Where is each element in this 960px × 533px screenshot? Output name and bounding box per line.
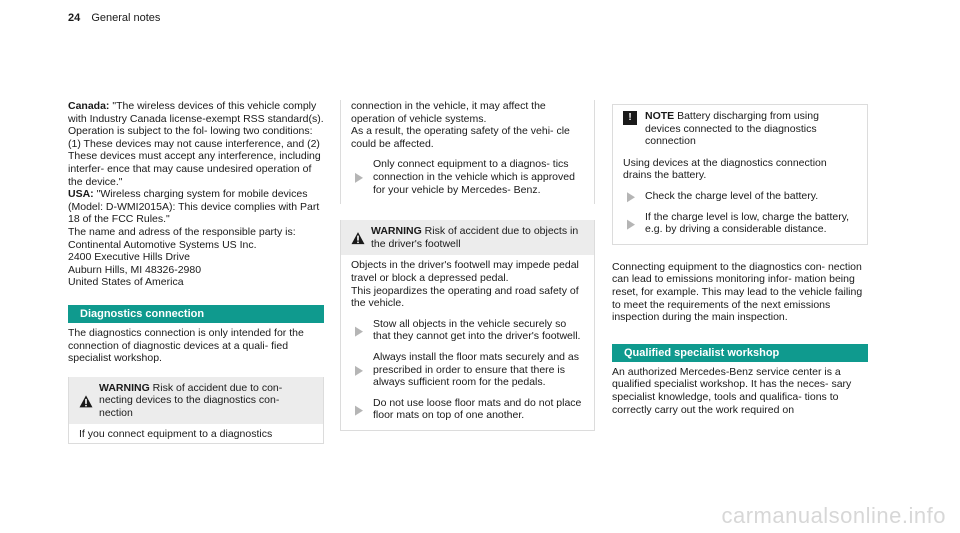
party-line: United States of America <box>68 276 184 289</box>
step-text: If the charge level is low, charge the battery, e.g. by driving a considerable distance. <box>645 210 850 236</box>
warning-title: Risk of accident due to objects in the driver's footwell <box>371 225 579 250</box>
note-title: Battery discharging from using devices connected to the diagnostics connection <box>645 110 819 148</box>
warning-body <box>341 255 594 430</box>
canada-paragraph <box>68 100 324 188</box>
exclamation-icon: ! <box>623 111 637 125</box>
note-box <box>612 104 868 245</box>
diagnostics-heading: Diagnostics connection <box>68 305 324 323</box>
note-head <box>613 105 867 153</box>
party-line: 2400 Executive Hills Drive <box>68 251 190 264</box>
warning-head <box>341 220 594 255</box>
warning-body: If you connect equipment to a diagnostics <box>79 428 273 441</box>
instruction-step <box>351 158 584 196</box>
warning-triangle-icon <box>79 383 93 420</box>
workshop-text: An authorized Mercedes-Benz service center is a qualified specialist workshop. It has the neces- sary specialist knowledge, tools and qualifica- tions to correctly carry out the work required on <box>612 365 852 416</box>
arrow-right-icon <box>627 190 635 203</box>
page-header <box>68 12 160 24</box>
instruction-step <box>623 190 857 203</box>
workshop-heading: Qualified specialist workshop <box>612 344 868 362</box>
instruction-step <box>351 351 584 389</box>
party-intro: The name and adress of the responsible party is: <box>68 225 296 238</box>
warning-head <box>69 377 323 425</box>
column-2 <box>340 100 595 431</box>
warning-continued <box>340 100 595 204</box>
step-text: Only connect equipment to a diagnos- tics connection in the vehicle which is approved for your vehicle by Mercedes- Benz. <box>373 158 575 196</box>
column-3 <box>612 104 868 416</box>
section-title: General notes <box>91 12 161 24</box>
watermark: carmanualsonline.info <box>721 503 946 528</box>
continued-text-2: As a result, the operating safety of the vehi- cle could be affected. <box>351 125 570 150</box>
arrow-right-icon <box>355 351 363 389</box>
step-text: Stow all objects in the vehicle securely so that they cannot get into the driver's footwell. <box>373 317 581 343</box>
arrow-right-icon <box>627 211 635 236</box>
arrow-right-icon <box>355 158 363 196</box>
warning-label: WARNING <box>99 381 150 394</box>
column-1 <box>68 100 324 444</box>
warning-title: Risk of accident due to con- necting devices to the diagnostics con- nection <box>99 381 283 419</box>
instruction-step <box>623 211 857 236</box>
diagnostics-text: The diagnostics connection is only intended for the connection of diagnostic devices at a quali- fied specialist workshop. <box>68 326 304 365</box>
continued-text: connection in the vehicle, it may affect the operation of vehicle systems. <box>351 100 546 125</box>
warning-body-text: This jeopardizes the operating and road safety of the vehicle. <box>351 284 579 310</box>
step-text: Always install the floor mats securely and as prescribed in order to ensure that there is always sufficient room for the pedals. <box>373 350 580 389</box>
party-line: Auburn Hills, MI 48326-2980 <box>68 263 202 276</box>
warning-box-footwell <box>340 220 595 431</box>
emissions-paragraph: Connecting equipment to the diagnostics con- nection can lead to emissions monitoring infor- mation being reset, for example. This may lead to the vehicle failing to meet the requirements of the next emissions inspection during the main inspection. <box>612 260 863 324</box>
page-number: 24 <box>68 12 81 24</box>
arrow-right-icon <box>355 318 363 343</box>
usa-text: "Wireless charging system for mobile devices (Model: D-WMI2015A): This device complies with Part 18 of the FCC Rules." <box>68 188 320 226</box>
warning-body-text: Objects in the driver's footwell may impede pedal travel or block a depressed pedal. <box>351 259 579 284</box>
canada-label: Canada: <box>68 100 110 112</box>
note-body-text: Using devices at the diagnostics connection drains the battery. <box>623 156 827 182</box>
usa-label: USA: <box>68 188 94 201</box>
note-label: NOTE <box>645 110 675 122</box>
usa-paragraph <box>68 188 324 226</box>
step-text: Do not use loose floor mats and do not place floor mats on top of one another. <box>373 396 582 422</box>
instruction-step <box>351 318 584 343</box>
party-line: Continental Automotive Systems US Inc. <box>68 238 257 251</box>
warning-box <box>68 377 324 444</box>
warning-continued-body <box>341 100 594 204</box>
warning-triangle-icon <box>351 226 365 250</box>
arrow-right-icon <box>355 397 363 422</box>
canada-text: "The wireless devices of this vehicle comply with Industry Canada license-exempt RSS standard(s). Operation is subject to the fol- lowing two conditions: (1) These devices may not cause interference, and (2) These devices must accept any interference, including interfer- ence that may cause undesired operation of the device." <box>68 100 324 188</box>
note-body <box>613 153 867 244</box>
step-text: Check the charge level of the battery. <box>645 189 819 202</box>
instruction-step <box>351 397 584 422</box>
warning-label: WARNING <box>371 225 422 238</box>
